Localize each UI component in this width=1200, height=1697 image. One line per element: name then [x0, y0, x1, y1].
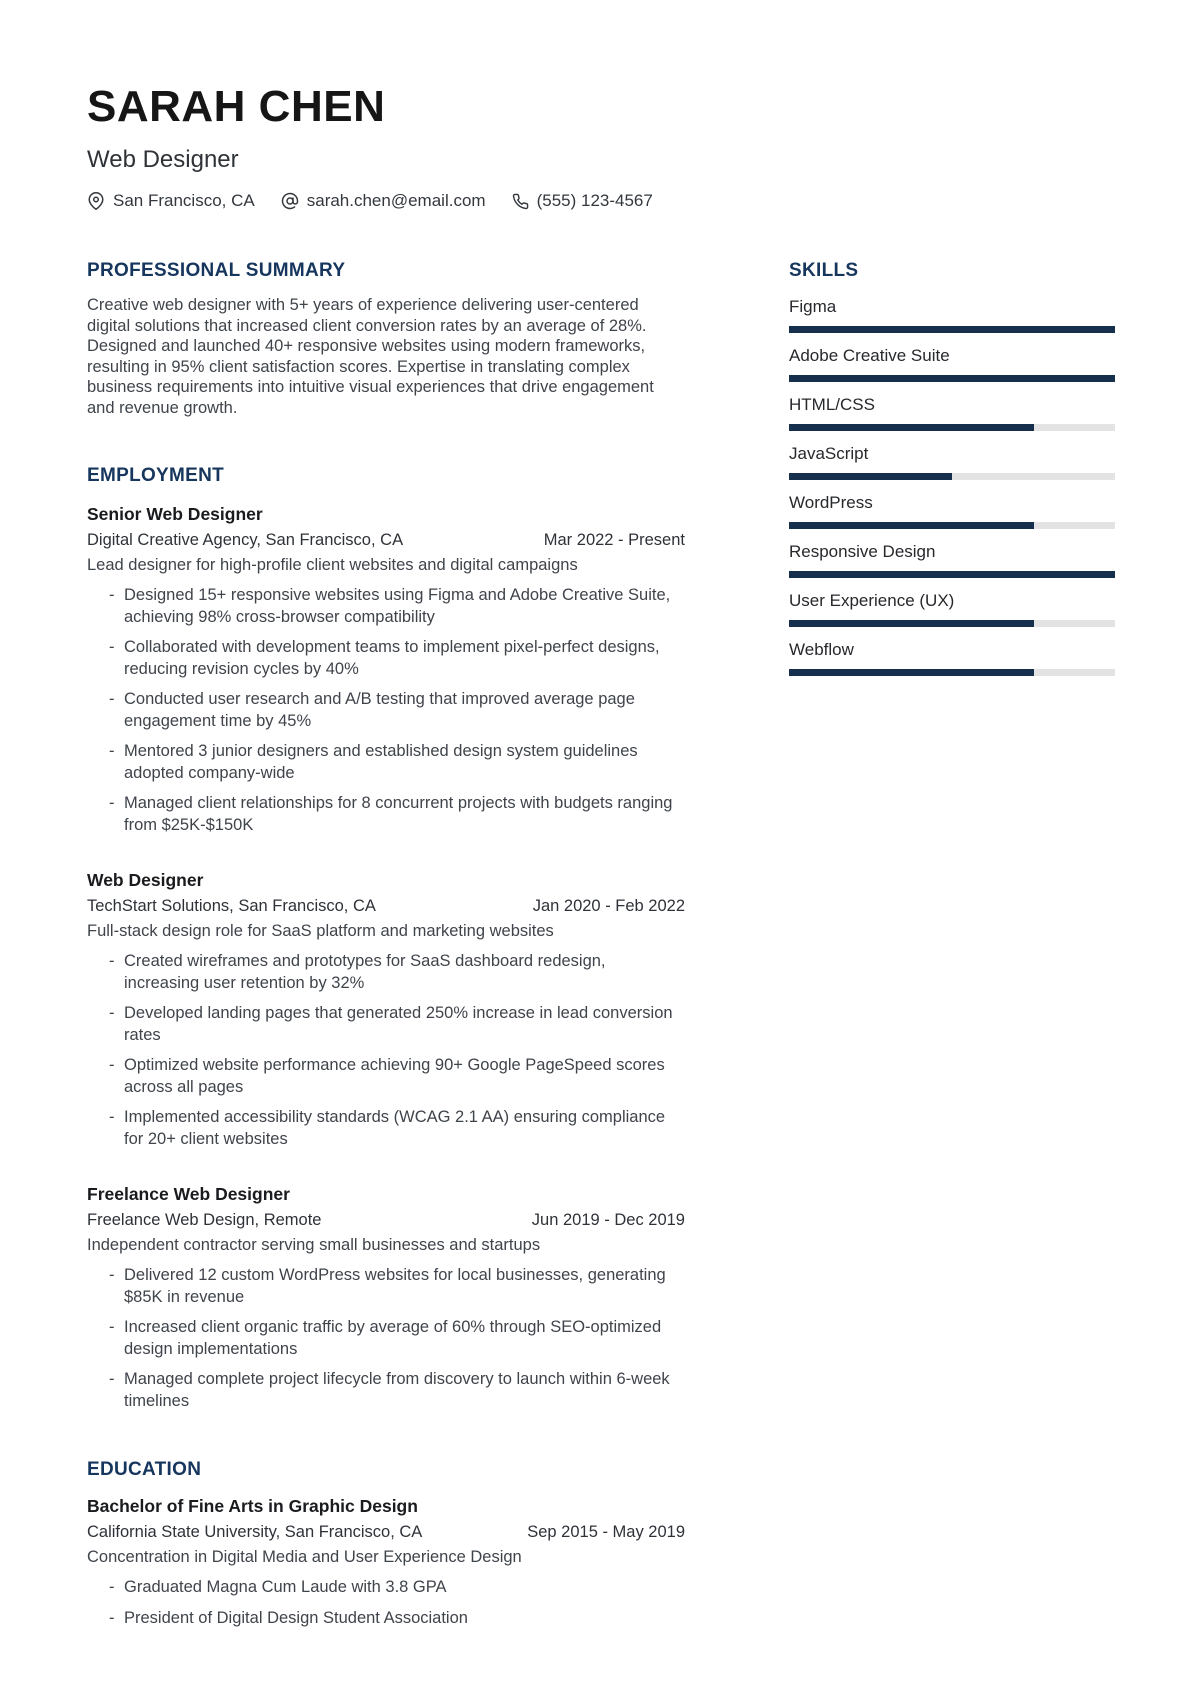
- bullet-dash-marker: -: [109, 638, 115, 657]
- bullet-dash-marker: -: [109, 742, 115, 761]
- education-dates: Sep 2015 - May 2019: [527, 1523, 685, 1542]
- skill-label: User Experience (UX): [789, 591, 955, 611]
- skill-item: [789, 639, 1115, 676]
- job-description: Lead designer for high-profile client websites and digital campaigns: [87, 556, 578, 575]
- skill-bar-track: [789, 571, 1115, 578]
- jobs-list: [87, 503, 685, 1412]
- skill-bar-track: [789, 620, 1115, 627]
- education-description: Concentration in Digital Media and User Experience Design: [87, 1548, 522, 1567]
- bullet-text: Designed 15+ responsive websites using Figma and Adobe Creative Suite, achieving 98% cross-browser compatibility: [124, 586, 671, 626]
- skill-bar-fill: [789, 571, 1115, 578]
- bullet-text: Managed client relationships for 8 concurrent projects with budgets ranging from $25K-$150K: [124, 794, 673, 834]
- bullet-item: [87, 741, 685, 784]
- bullet-text: Optimized website performance achieving 90+ Google PageSpeed scores across all pages: [124, 1056, 665, 1096]
- bullet-item: [87, 1608, 685, 1630]
- skill-bar-fill: [789, 424, 1034, 431]
- skill-item: [789, 541, 1115, 578]
- employment-section: [87, 465, 685, 1412]
- skill-label: Adobe Creative Suite: [789, 346, 950, 366]
- bullet-text: Conducted user research and A/B testing that improved average page engagement time by 45%: [124, 690, 635, 730]
- bullet-dash-marker: -: [109, 1370, 115, 1389]
- education-entry: [87, 1495, 685, 1629]
- skill-bar-track: [789, 375, 1115, 382]
- job-company: Digital Creative Agency, San Francisco, CA: [87, 531, 404, 550]
- candidate-title: Web Designer: [87, 146, 239, 174]
- contact-location-text: San Francisco, CA: [113, 191, 255, 211]
- candidate-name: SARAH CHEN: [87, 82, 386, 131]
- bullet-item: [87, 637, 685, 680]
- education-section: [87, 1459, 685, 1629]
- bullet-item: [87, 689, 685, 732]
- skill-bar-fill: [789, 522, 1034, 529]
- phone-icon: [512, 193, 529, 210]
- bullet-item: [87, 1003, 685, 1046]
- bullet-dash-marker: -: [109, 1266, 115, 1285]
- education-heading: EDUCATION: [87, 1459, 202, 1481]
- skill-bar-fill: [789, 473, 952, 480]
- resume-header: [87, 84, 1115, 211]
- contact-email-text: sarah.chen@email.com: [306, 191, 486, 211]
- skill-label: HTML/CSS: [789, 395, 875, 415]
- skill-item: [789, 492, 1115, 529]
- contact-row: [87, 191, 1115, 211]
- skill-bar-track: [789, 669, 1115, 676]
- bullet-text: Managed complete project lifecycle from discovery to launch within 6-week timelines: [124, 1370, 670, 1410]
- skill-bar-track: [789, 473, 1115, 480]
- skill-label: WordPress: [789, 493, 873, 513]
- contact-phone-text: (555) 123-4567: [536, 191, 653, 211]
- bullet-dash-marker: -: [109, 1608, 115, 1627]
- skill-label: Responsive Design: [789, 542, 936, 562]
- bullet-dash-marker: -: [109, 794, 115, 813]
- bullet-text: Collaborated with development teams to implement pixel-perfect designs, reducing revision cycles by 40%: [124, 638, 660, 678]
- skill-bar-fill: [789, 375, 1115, 382]
- education-bullets: [87, 1577, 685, 1629]
- skill-item: [789, 590, 1115, 627]
- bullet-item: [87, 1107, 685, 1150]
- bullet-text: President of Digital Design Student Association: [124, 1608, 468, 1627]
- employment-heading: EMPLOYMENT: [87, 465, 225, 487]
- contact-phone: [512, 191, 653, 211]
- bullet-text: Developed landing pages that generated 250% increase in lead conversion rates: [124, 1004, 673, 1044]
- bullet-item: [87, 1369, 685, 1412]
- bullet-dash-marker: -: [109, 1108, 115, 1127]
- job-title: Freelance Web Designer: [87, 1184, 290, 1205]
- skills-list: [789, 296, 1115, 676]
- bullet-text: Delivered 12 custom WordPress websites for local businesses, generating $85K in revenue: [124, 1266, 666, 1306]
- bullet-dash-marker: -: [109, 1004, 115, 1023]
- skill-label: Figma: [789, 297, 837, 317]
- job-dates: Mar 2022 - Present: [543, 531, 685, 550]
- skill-item: [789, 296, 1115, 333]
- skill-bar-fill: [789, 620, 1034, 627]
- job-entry: [87, 1183, 685, 1412]
- location-pin-icon: [87, 192, 105, 210]
- job-entry: [87, 503, 685, 836]
- summary-section: [87, 260, 685, 418]
- skill-item: [789, 345, 1115, 382]
- job-bullets: [87, 1265, 685, 1412]
- job-bullets: [87, 951, 685, 1150]
- bullet-text: Implemented accessibility standards (WCAG 2.1 AA) ensuring compliance for 20+ client websites: [124, 1108, 666, 1148]
- skills-column: [789, 260, 1115, 1629]
- bullet-item: [87, 1317, 685, 1360]
- summary-heading: PROFESSIONAL SUMMARY: [87, 260, 346, 282]
- bullet-dash-marker: -: [109, 1318, 115, 1337]
- job-description: Independent contractor serving small businesses and startups: [87, 1236, 541, 1255]
- job-company: TechStart Solutions, San Francisco, CA: [87, 897, 376, 916]
- skill-bar-track: [789, 424, 1115, 431]
- at-sign-icon: [281, 192, 299, 210]
- bullet-text: Mentored 3 junior designers and established design system guidelines adopted company-wide: [124, 742, 638, 782]
- bullet-dash-marker: -: [109, 952, 115, 971]
- bullet-item: [87, 951, 685, 994]
- job-entry: [87, 869, 685, 1150]
- bullet-dash-marker: -: [109, 1056, 115, 1075]
- job-title: Web Designer: [87, 870, 204, 891]
- bullet-dash-marker: -: [109, 1578, 115, 1597]
- bullet-text: Increased client organic traffic by average of 60% through SEO-optimized design implementations: [124, 1318, 662, 1358]
- summary-text: Creative web designer with 5+ years of experience delivering user-centered digital solutions that increased client conversion rates by an average of 28%. Designed and launched 40+ responsive websites using modern frameworks, resulting in 95% client satisfaction scores. Expertise in translating complex business requirements into intuitive visual experiences that drive engagement and revenue growth.: [87, 296, 654, 417]
- bullet-item: [87, 1055, 685, 1098]
- school-name: California State University, San Francisco, CA: [87, 1523, 423, 1542]
- degree-title: Bachelor of Fine Arts in Graphic Design: [87, 1496, 418, 1517]
- job-title: Senior Web Designer: [87, 504, 263, 525]
- skill-label: Webflow: [789, 640, 854, 660]
- job-dates: Jan 2020 - Feb 2022: [532, 897, 685, 916]
- bullet-text: Graduated Magna Cum Laude with 3.8 GPA: [124, 1578, 447, 1597]
- skill-item: [789, 394, 1115, 431]
- bullet-dash-marker: -: [109, 690, 115, 709]
- skills-heading: SKILLS: [789, 260, 859, 282]
- job-bullets: [87, 585, 685, 836]
- skill-bar-fill: [789, 326, 1115, 333]
- skill-label: JavaScript: [789, 444, 869, 464]
- bullet-item: [87, 793, 685, 836]
- contact-location: [87, 191, 255, 211]
- bullet-item: [87, 1577, 685, 1599]
- bullet-text: Created wireframes and prototypes for SaaS dashboard redesign, increasing user retention by 32%: [124, 952, 606, 992]
- bullet-item: [87, 1265, 685, 1308]
- skill-bar-fill: [789, 669, 1034, 676]
- bullet-dash-marker: -: [109, 586, 115, 605]
- job-dates: Jun 2019 - Dec 2019: [531, 1211, 685, 1230]
- skill-bar-track: [789, 326, 1115, 333]
- skill-bar-track: [789, 522, 1115, 529]
- contact-email: [281, 191, 486, 211]
- main-column: [87, 260, 685, 1629]
- job-company: Freelance Web Design, Remote: [87, 1211, 322, 1230]
- skill-item: [789, 443, 1115, 480]
- job-description: Full-stack design role for SaaS platform and marketing websites: [87, 922, 554, 941]
- bullet-item: [87, 585, 685, 628]
